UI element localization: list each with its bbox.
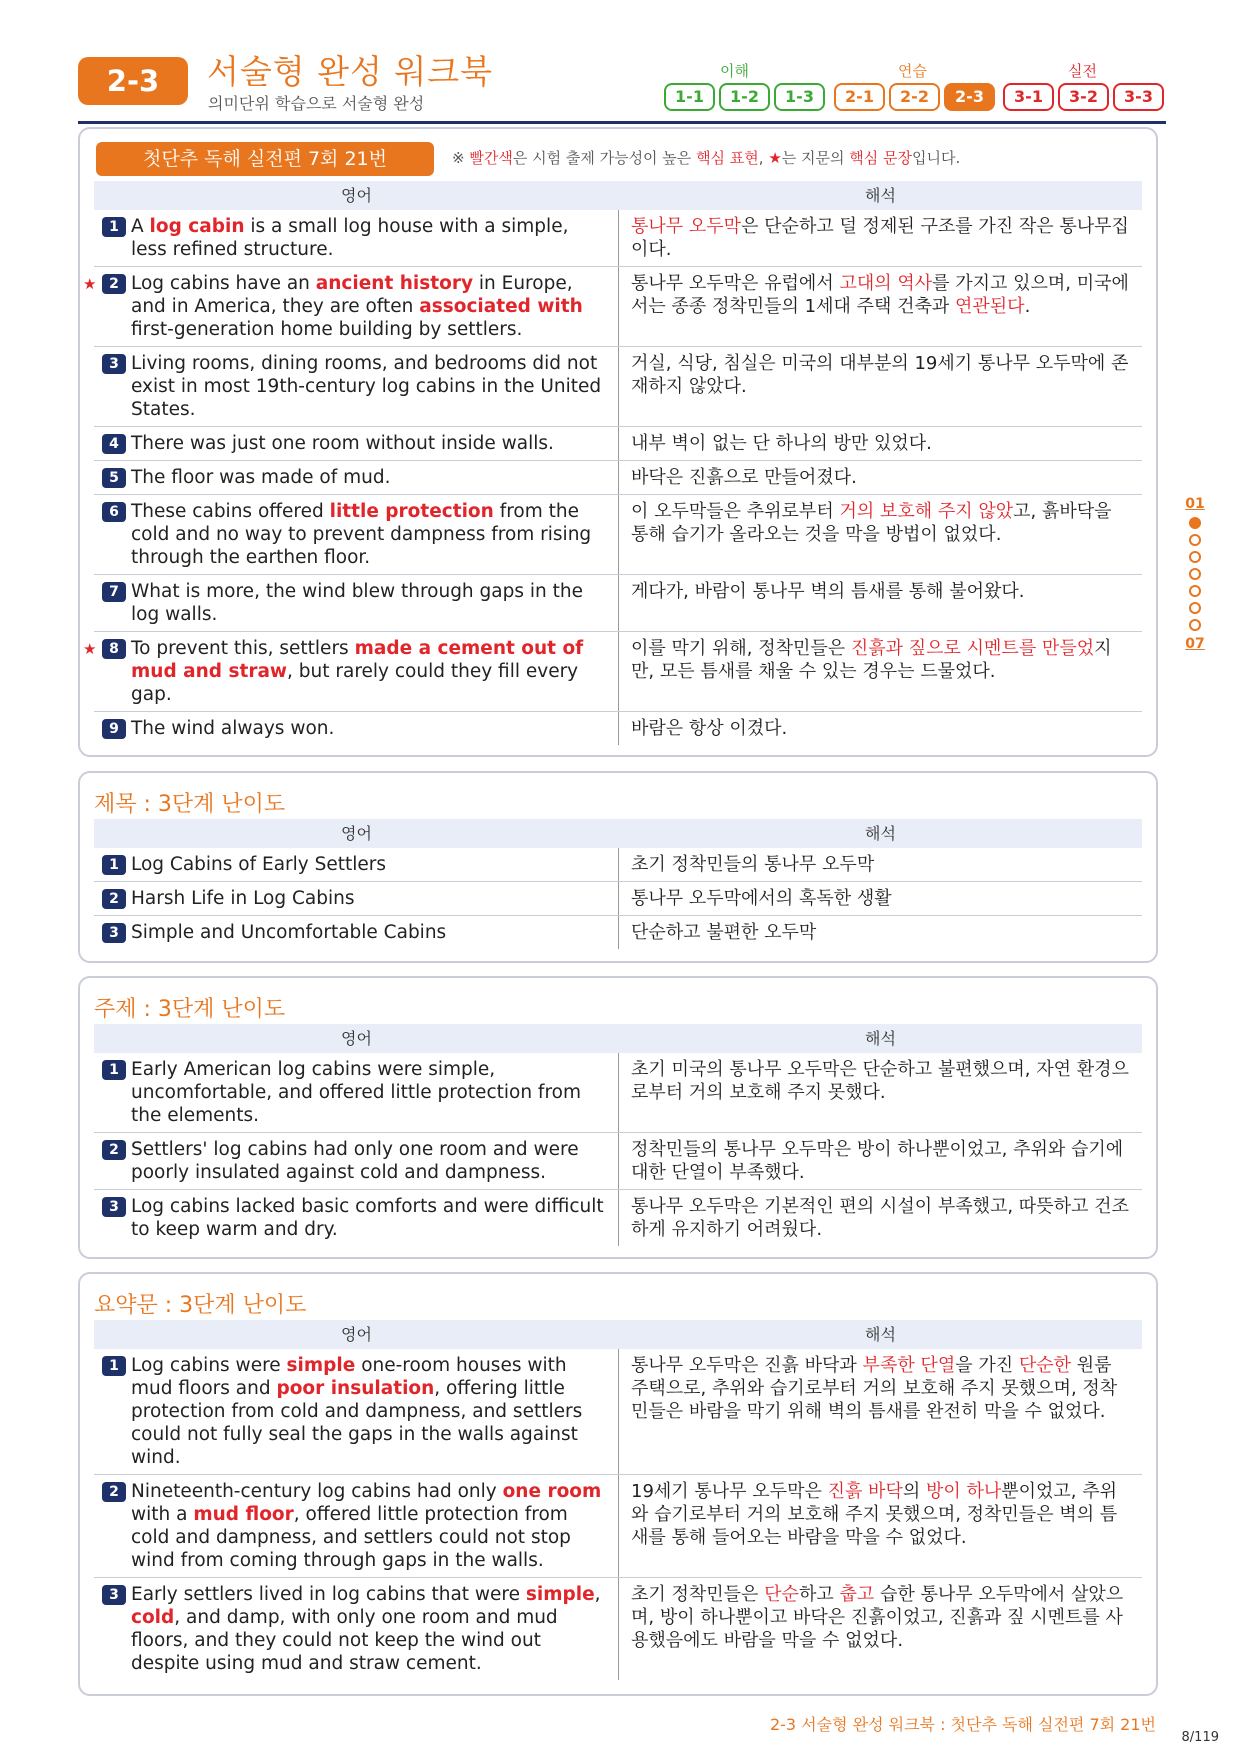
table-header: 영어 해석 <box>94 819 1142 848</box>
table-row: 3 Log cabins lacked basic comforts and were difficult to keep warm and dry. 통나무 오두막은 기본적인 편의 시설이 부족했고, 따뜻하고 건조하게 유지하기 어려웠다. <box>94 1190 1142 1246</box>
main-passage-box <box>78 127 1158 757</box>
table-row: 4 There was just one room without inside walls. 내부 벽이 없는 단 하나의 방만 있었다. <box>94 427 1142 461</box>
theme-section-box <box>78 976 1158 1259</box>
level-label-real: 실전 <box>1068 62 1097 80</box>
section-heading: 요약문 : 3단계 난이도 <box>94 1293 307 1318</box>
level-label-understand: 이해 <box>720 62 749 80</box>
table-row: 1 Log cabins were simple one-room houses with mud floors and poor insulation, offering little protection from cold and dampness, and settlers could not fully seal the gaps in the walls against wind. 통나무 오두막은 진흙 바닥과 부족한 단열을 가진 단순한 원룸 주택으로, 추위와 습기로부터 거의 보호해 주지 못했으며, 정착민들은 바람을 막기 위해 벽의 틈새를 완전히 막을 수 없었다. <box>94 1349 1142 1475</box>
legend-note: ※ 빨간색은 시험 출제 가능성이 높은 핵심 표현, ★는 지문의 핵심 문장입니다. <box>452 149 961 167</box>
level-tab-1-3[interactable]: 1-3 <box>774 83 825 111</box>
level-tab-3-3[interactable]: 3-3 <box>1113 83 1164 111</box>
progress-dot-active[interactable] <box>1189 517 1201 529</box>
footer-text: 2-3 서술형 완성 워크북 : 첫단추 독해 실전편 7회 21번 <box>769 1715 1156 1734</box>
level-tab-1-2[interactable]: 1-2 <box>719 83 770 111</box>
progress-dot[interactable] <box>1189 619 1201 631</box>
progress-dot[interactable] <box>1189 551 1201 563</box>
level-tab-2-3-active[interactable]: 2-3 <box>944 83 995 111</box>
summary-section-box <box>78 1272 1158 1696</box>
table-row: 1 Log Cabins of Early Settlers 초기 정착민들의 통나무 오두막 <box>94 848 1142 882</box>
table-row: 3 Early settlers lived in log cabins that were simple, cold, and damp, with only one room and mud floors, and they could not keep the wind out despite using mud and straw cement. 초기 정착민들은 단순하고 춥고 습한 통나무 오두막에서 살았으며, 방이 하나뿐이고 바닥은 진흙이었고, 진흙과 짚 시멘트를 사용했음에도 바람을 막을 수 없었다. <box>94 1578 1142 1680</box>
table-header: 영어 해석 <box>94 181 1142 210</box>
table-row: 3 Living rooms, dining rooms, and bedrooms did not exist in most 19th-century log cabins in the United States. 거실, 식당, 침실은 미국의 대부분의 19세기 통나무 오두막에 존재하지 않았다. <box>94 347 1142 427</box>
table-row: 2 Harsh Life in Log Cabins 통나무 오두막에서의 혹독한 생활 <box>94 882 1142 916</box>
level-tab-3-2[interactable]: 3-2 <box>1058 83 1109 111</box>
table-row: 5 The floor was made of mud. 바닥은 진흙으로 만들어졌다. <box>94 461 1142 495</box>
progress-dot[interactable] <box>1189 568 1201 580</box>
table-row: ★ 8 To prevent this, settlers made a cement out of mud and straw, but rarely could they fill every gap. 이를 막기 위해, 정착민들은 진흙과 짚으로 시멘트를 만들었지만, 모든 틈새를 채울 수 있는 경우는 드물었다. <box>94 632 1142 712</box>
table-row: 7 What is more, the wind blew through gaps in the log walls. 게다가, 바람이 통나무 벽의 틈새를 통해 불어왔다. <box>94 575 1142 632</box>
table-header: 영어 해석 <box>94 1024 1142 1053</box>
section-heading: 제목 : 3단계 난이도 <box>94 792 286 817</box>
side-nav-end: 07 <box>1185 636 1205 652</box>
table-row: 2 Nineteenth-century log cabins had only one room with a mud floor, offered little protection from cold and dampness, and settlers could not stop wind from coming through gaps in the walls. 19세기 통나무 오두막은 진흙 바닥의 방이 하나뿐이었고, 추위와 습기로부터 거의 보호해 주지 못했으며, 정착민들은 벽의 틈새를 통해 들어오는 바람을 막을 수 없었다. <box>94 1475 1142 1578</box>
level-tab-2-2[interactable]: 2-2 <box>889 83 940 111</box>
table-row: ★ 2 Log cabins have an ancient history in Europe, and in America, they are often associated with first-generation home building by settlers. 통나무 오두막은 유럽에서 고대의 역사를 가지고 있으며, 미국에서는 종종 정착민들의 1세대 주택 건축과 연관된다. <box>94 267 1142 347</box>
table-row: 3 Simple and Uncomfortable Cabins 단순하고 불편한 오두막 <box>94 916 1142 949</box>
unit-badge: 2-3 <box>78 57 188 105</box>
section-heading: 주제 : 3단계 난이도 <box>94 997 286 1022</box>
level-tab-1-1[interactable]: 1-1 <box>664 83 715 111</box>
level-label-practice: 연습 <box>898 62 927 80</box>
table-row: 1 A log cabin is a small log house with a simple, less refined structure. 통나무 오두막은 단순하고 덜 정제된 구조를 가진 작은 통나무집이다. <box>94 210 1142 267</box>
header-divider <box>78 121 1166 124</box>
page-subtitle: 의미단위 학습으로 서술형 완성 <box>208 94 425 113</box>
side-nav-start: 01 <box>1185 496 1205 512</box>
progress-dot[interactable] <box>1189 602 1201 614</box>
progress-dot[interactable] <box>1189 585 1201 597</box>
side-progress-nav <box>1183 496 1207 652</box>
title-section-box <box>78 771 1158 963</box>
source-tag: 첫단추 독해 실전편 7회 21번 <box>96 142 434 176</box>
level-tab-2-1[interactable]: 2-1 <box>834 83 885 111</box>
table-row: 1 Early American log cabins were simple, uncomfortable, and offered little protection from the elements. 초기 미국의 통나무 오두막은 단순하고 불편했으며, 자연 환경으로부터 거의 보호해 주지 못했다. <box>94 1053 1142 1133</box>
table-row: 9 The wind always won. 바람은 항상 이겼다. <box>94 712 1142 745</box>
page-title: 서술형 완성 워크북 <box>207 52 494 91</box>
progress-dot[interactable] <box>1189 534 1201 546</box>
table-header: 영어 해석 <box>94 1320 1142 1349</box>
page-number: 8/119 <box>1181 1730 1219 1745</box>
level-tab-3-1[interactable]: 3-1 <box>1003 83 1054 111</box>
table-row: 6 These cabins offered little protection from the cold and no way to prevent dampness from rising through the earthen floor. 이 오두막들은 추위로부터 거의 보호해 주지 않았고, 흙바닥을 통해 습기가 올라오는 것을 막을 방법이 없었다. <box>94 495 1142 575</box>
table-row: 2 Settlers' log cabins had only one room and were poorly insulated against cold and dampness. 정착민들의 통나무 오두막은 방이 하나뿐이었고, 추위와 습기에 대한 단열이 부족했다. <box>94 1133 1142 1190</box>
